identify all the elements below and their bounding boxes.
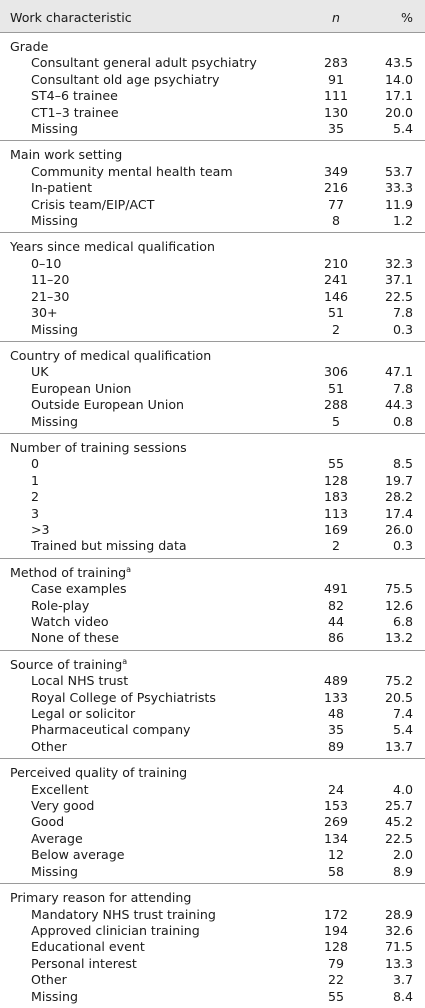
row-label: 21–30 xyxy=(31,288,70,304)
table-row xyxy=(0,55,425,71)
row-label: Other xyxy=(31,972,67,988)
row-n: 183 xyxy=(323,489,349,505)
row-n: 283 xyxy=(323,55,349,71)
section-heading xyxy=(0,341,425,364)
row-percent: 4.0 xyxy=(392,781,413,797)
table-row xyxy=(0,164,425,180)
row-label: Very good xyxy=(31,798,95,814)
row-n: 48 xyxy=(327,706,345,722)
table-row xyxy=(0,538,425,558)
row-percent: 0.3 xyxy=(392,321,413,337)
row-percent: 0.8 xyxy=(392,413,413,429)
table-row xyxy=(0,972,425,988)
section-title: Country of medical qualification xyxy=(10,347,212,363)
table-row xyxy=(0,289,425,305)
row-n: 489 xyxy=(323,673,349,689)
section-heading xyxy=(0,759,425,782)
row-n: 146 xyxy=(323,288,349,304)
table-row xyxy=(0,614,425,630)
table-row xyxy=(0,956,425,972)
table-row xyxy=(0,456,425,472)
row-label: In-patient xyxy=(31,180,93,196)
row-label: Consultant general adult psychiatry xyxy=(31,55,257,71)
row-n: 91 xyxy=(327,71,345,87)
section-heading-row xyxy=(0,33,425,56)
row-n: 269 xyxy=(323,814,349,830)
row-percent: 32.3 xyxy=(384,255,413,271)
row-percent: 6.8 xyxy=(392,614,413,629)
row-percent: 7.8 xyxy=(392,305,413,321)
row-n: 349 xyxy=(323,163,349,179)
table-row xyxy=(0,847,425,863)
row-n: 8 xyxy=(331,213,340,229)
row-label: Local NHS trust xyxy=(31,673,129,689)
row-n: 58 xyxy=(327,863,345,879)
table-row xyxy=(0,105,425,121)
row-n: 216 xyxy=(323,180,349,196)
header-row xyxy=(0,6,425,33)
table-row xyxy=(0,364,425,380)
table-row xyxy=(0,180,425,196)
table-row xyxy=(0,121,425,141)
row-label: Legal or solicitor xyxy=(31,706,136,722)
row-label: Missing xyxy=(31,413,78,429)
row-label: ST4–6 trainee xyxy=(31,88,118,104)
table-row xyxy=(0,322,425,342)
table-row xyxy=(0,673,425,689)
row-n: 194 xyxy=(323,922,349,938)
row-percent: 13.7 xyxy=(384,738,413,754)
table-body xyxy=(0,33,425,1008)
table-row xyxy=(0,706,425,722)
table-row xyxy=(0,381,425,397)
table-row xyxy=(0,197,425,213)
section-heading-row xyxy=(0,558,425,581)
row-n: 172 xyxy=(323,906,349,922)
row-n: 35 xyxy=(327,722,345,738)
row-label: 0–10 xyxy=(31,255,62,271)
row-n: 128 xyxy=(323,472,349,488)
row-percent: 1.2 xyxy=(392,213,413,229)
row-percent: 8.9 xyxy=(392,863,413,879)
row-percent: 19.7 xyxy=(384,472,413,488)
row-percent: 53.7 xyxy=(384,163,413,179)
row-label: European Union xyxy=(31,380,132,396)
row-percent: 75.5 xyxy=(384,581,413,597)
row-percent: 75.2 xyxy=(384,673,413,689)
row-label: Role-play xyxy=(31,597,90,613)
row-n: 12 xyxy=(327,847,345,863)
table-row xyxy=(0,213,425,233)
header-work-characteristic: Work characteristic xyxy=(0,6,296,33)
row-label: CT1–3 trainee xyxy=(31,104,119,120)
row-label: Mandatory NHS trust training xyxy=(31,906,216,922)
table-row xyxy=(0,798,425,814)
row-percent: 0.3 xyxy=(392,538,413,554)
table-row xyxy=(0,88,425,104)
row-n: 55 xyxy=(327,456,345,472)
table-row xyxy=(0,923,425,939)
row-percent: 17.4 xyxy=(384,505,413,521)
section-heading-row xyxy=(0,341,425,364)
row-label: Below average xyxy=(31,847,125,863)
table-row xyxy=(0,989,425,1008)
row-n: 89 xyxy=(327,738,345,754)
row-percent: 5.4 xyxy=(392,121,413,137)
table-row xyxy=(0,256,425,272)
table-row xyxy=(0,722,425,738)
row-percent: 8.4 xyxy=(392,988,413,1004)
row-percent: 7.8 xyxy=(392,380,413,396)
row-percent: 3.7 xyxy=(392,972,413,988)
row-percent: 12.6 xyxy=(384,597,413,613)
table-row xyxy=(0,864,425,884)
section-heading xyxy=(0,141,425,164)
row-n: 130 xyxy=(323,104,349,120)
row-percent: 5.4 xyxy=(392,722,413,738)
row-label: Excellent xyxy=(31,781,89,797)
section-heading xyxy=(0,884,425,907)
row-n: 288 xyxy=(323,397,349,413)
section-heading-row xyxy=(0,884,425,907)
row-label: Approved clinician training xyxy=(31,922,200,938)
row-n: 210 xyxy=(323,255,349,271)
row-n: 113 xyxy=(323,505,349,521)
footnote-marker: a xyxy=(126,564,132,574)
row-label: Trained but missing data xyxy=(31,538,187,554)
row-percent: 22.5 xyxy=(384,288,413,304)
row-label: Personal interest xyxy=(31,955,137,971)
row-percent: 13.3 xyxy=(384,955,413,971)
row-n: 133 xyxy=(323,689,349,705)
section-title: Perceived quality of training xyxy=(10,765,188,781)
row-n: 86 xyxy=(327,630,345,646)
table-row xyxy=(0,506,425,522)
row-n: 79 xyxy=(327,955,345,971)
table-row xyxy=(0,782,425,798)
section-title: Grade xyxy=(10,39,49,54)
table-row xyxy=(0,831,425,847)
row-percent: 37.1 xyxy=(384,272,413,288)
table-header xyxy=(0,6,425,33)
row-label: Crisis team/EIP/ACT xyxy=(31,196,155,212)
row-percent: 25.7 xyxy=(384,798,413,814)
row-percent: 7.4 xyxy=(392,706,413,722)
section-heading xyxy=(0,233,425,256)
row-n: 82 xyxy=(327,597,345,613)
table-row xyxy=(0,473,425,489)
section-title: Main work setting xyxy=(10,147,123,163)
row-label: 11–20 xyxy=(31,272,70,288)
row-label: Royal College of Psychiatrists xyxy=(31,689,216,705)
row-percent: 45.2 xyxy=(384,814,413,830)
row-percent: 13.2 xyxy=(384,630,413,646)
row-label: Missing xyxy=(31,213,78,229)
row-n: 24 xyxy=(327,781,345,797)
row-percent: 2.0 xyxy=(392,847,413,863)
row-n: 51 xyxy=(327,305,345,321)
row-n: 5 xyxy=(331,413,340,429)
header-n: n xyxy=(296,6,376,33)
row-n: 153 xyxy=(323,798,349,814)
row-n: 35 xyxy=(327,121,345,137)
row-label: 30+ xyxy=(31,305,58,321)
row-label: Watch video xyxy=(31,614,109,629)
header-percent: % xyxy=(376,6,425,33)
row-label: 0 xyxy=(31,456,40,472)
row-label: Missing xyxy=(31,321,78,337)
row-percent: 28.9 xyxy=(384,906,413,922)
row-label: 1 xyxy=(31,472,40,488)
row-n: 55 xyxy=(327,988,345,1004)
section-heading-row xyxy=(0,759,425,782)
row-n: 2 xyxy=(331,538,340,554)
section-heading xyxy=(0,33,425,56)
row-label: Missing xyxy=(31,863,78,879)
row-percent: 22.5 xyxy=(384,830,413,846)
row-percent: 71.5 xyxy=(384,939,413,955)
row-n: 491 xyxy=(323,581,349,597)
row-percent: 43.5 xyxy=(384,55,413,71)
row-n: 22 xyxy=(327,972,345,988)
row-n: 111 xyxy=(323,88,349,104)
row-percent: 32.6 xyxy=(384,922,413,938)
row-label: Average xyxy=(31,830,83,846)
row-label: UK xyxy=(31,364,49,380)
row-label: 3 xyxy=(31,505,40,521)
section-heading xyxy=(0,433,425,456)
row-n: 2 xyxy=(331,321,340,337)
table-row xyxy=(0,305,425,321)
work-characteristics-table xyxy=(0,6,425,1008)
section-heading-row xyxy=(0,650,425,673)
footnote-marker: a xyxy=(122,656,128,666)
row-label: Other xyxy=(31,738,67,754)
section-title: Primary reason for attending xyxy=(10,890,192,906)
row-label: Community mental health team xyxy=(31,163,233,179)
table-row xyxy=(0,598,425,614)
row-label: Case examples xyxy=(31,581,127,597)
row-percent: 44.3 xyxy=(384,397,413,413)
row-label: Missing xyxy=(31,988,78,1004)
row-n: 134 xyxy=(323,830,349,846)
section-heading-row xyxy=(0,233,425,256)
table-row xyxy=(0,272,425,288)
table-row xyxy=(0,739,425,759)
section-heading-row xyxy=(0,433,425,456)
row-percent: 28.2 xyxy=(384,489,413,505)
row-label: Consultant old age psychiatry xyxy=(31,71,220,87)
table-row xyxy=(0,522,425,538)
table-row xyxy=(0,581,425,597)
table-row xyxy=(0,907,425,923)
row-label: Educational event xyxy=(31,939,145,955)
row-percent: 14.0 xyxy=(384,71,413,87)
section-title: Number of training sessions xyxy=(10,439,187,455)
row-label: 2 xyxy=(31,489,40,505)
table-row xyxy=(0,397,425,413)
row-label: >3 xyxy=(31,521,50,537)
row-n: 241 xyxy=(323,272,349,288)
section-title: Years since medical qualification xyxy=(10,239,215,255)
table-row xyxy=(0,814,425,830)
table-row xyxy=(0,72,425,88)
section-heading xyxy=(0,558,425,581)
row-label: Good xyxy=(31,814,65,830)
table-row xyxy=(0,690,425,706)
row-percent: 26.0 xyxy=(384,521,413,537)
table-row xyxy=(0,939,425,955)
row-n: 77 xyxy=(327,196,345,212)
row-percent: 17.1 xyxy=(384,88,413,104)
row-label: None of these xyxy=(31,630,119,646)
row-n: 169 xyxy=(323,521,349,537)
row-percent: 20.0 xyxy=(384,104,413,120)
table-row xyxy=(0,630,425,650)
section-title: Method of training xyxy=(10,564,127,580)
row-n: 51 xyxy=(327,380,345,396)
row-label: Missing xyxy=(31,121,78,137)
row-n: 44 xyxy=(327,614,345,629)
row-percent: 8.5 xyxy=(392,456,413,472)
section-heading xyxy=(0,650,425,673)
row-percent: 20.5 xyxy=(384,689,413,705)
table-row xyxy=(0,414,425,434)
section-heading-row xyxy=(0,141,425,164)
section-title: Source of training xyxy=(10,656,123,672)
table-row xyxy=(0,489,425,505)
row-label: Outside European Union xyxy=(31,397,185,413)
row-label: Pharmaceutical company xyxy=(31,722,191,738)
row-percent: 33.3 xyxy=(384,180,413,196)
row-n: 306 xyxy=(323,364,349,380)
row-percent: 47.1 xyxy=(384,364,413,380)
row-n: 128 xyxy=(323,939,349,955)
row-percent: 11.9 xyxy=(384,196,413,212)
